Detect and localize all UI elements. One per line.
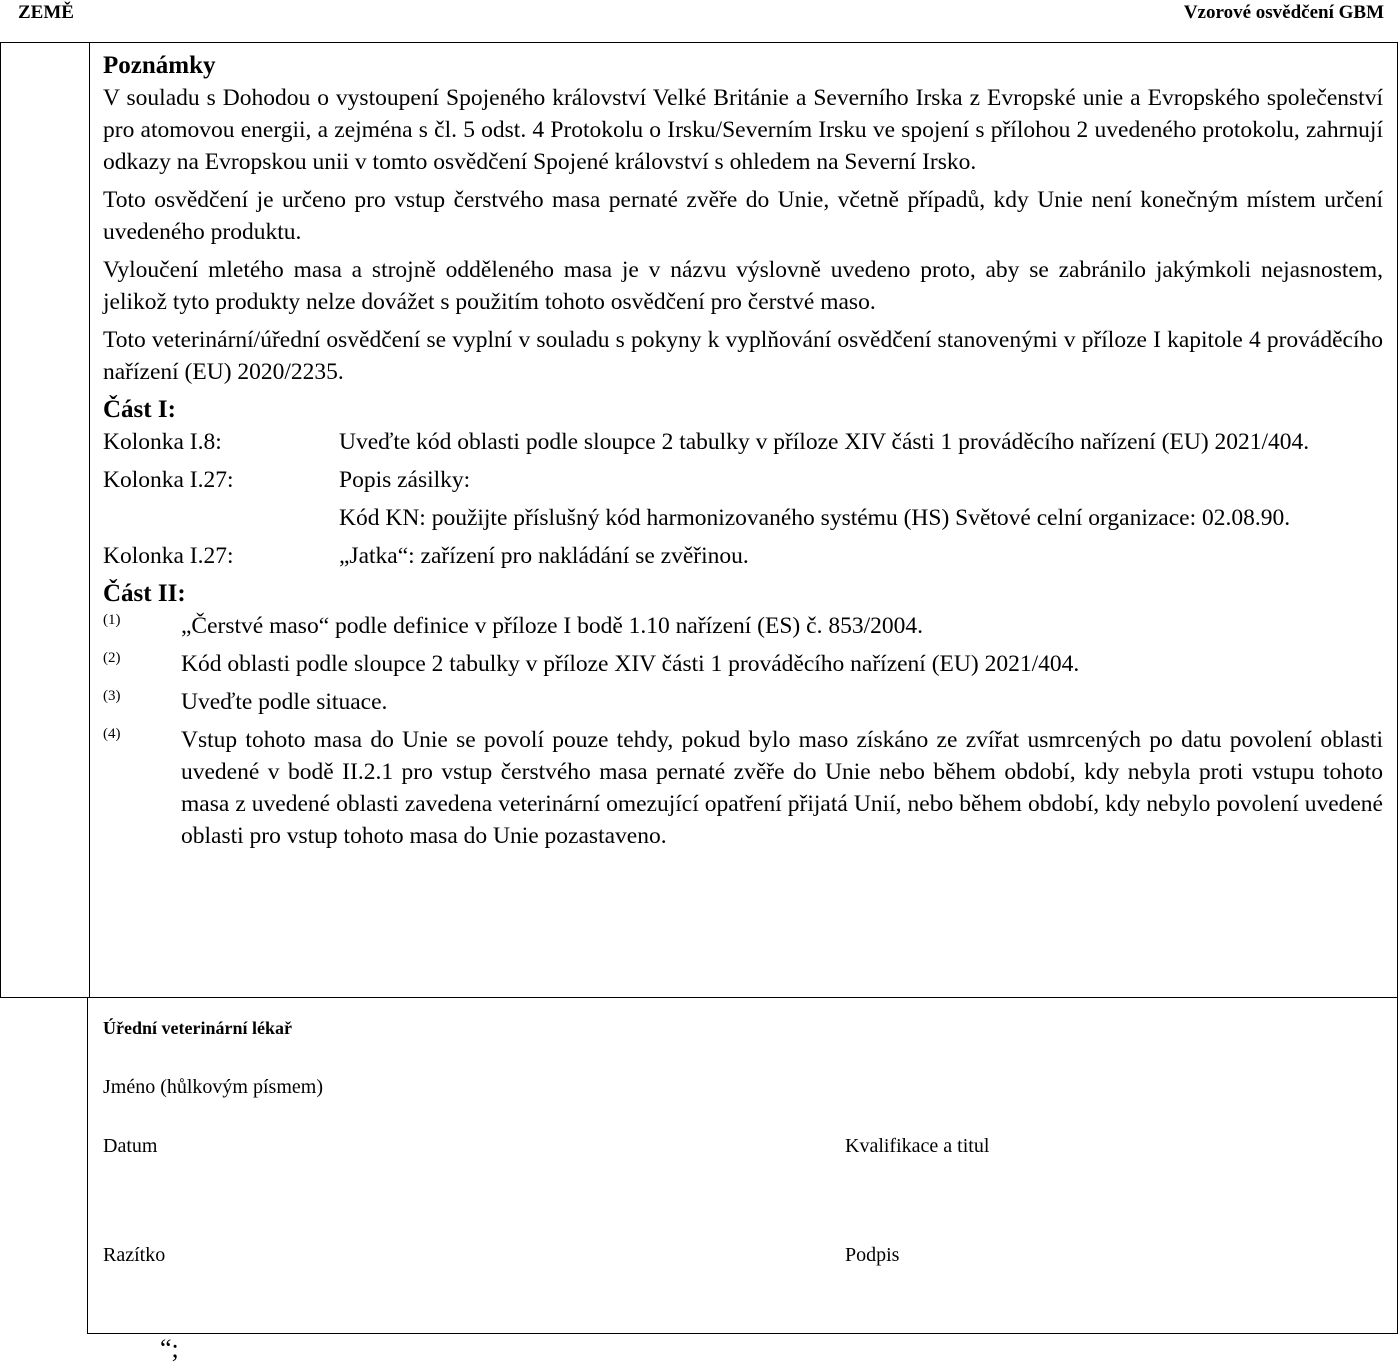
footnote-mark: (2): [103, 650, 121, 666]
part1-title: Část I:: [103, 396, 176, 423]
row-label: Kolonka I.27:: [103, 543, 234, 569]
footnote-text: „Čerstvé maso“ podle definice v příloze I bodě 1.10 nařízení (ES) č. 853/2004.: [181, 613, 923, 639]
name-label: Jméno (hůlkovým písmem): [103, 1076, 323, 1098]
part2-title: Část II:: [103, 580, 186, 607]
footnote-text: Uveďte podle situace.: [181, 689, 388, 715]
row-label: Kolonka I.27:: [103, 467, 234, 493]
row-label: Kolonka I.8:: [103, 429, 222, 455]
footnote: [103, 610, 1383, 642]
note-paragraph: V souladu s Dohodou o vystoupení Spojeného království Velké Británie a Severního Irska z Evropské unie a Evropského společenství pro atomovou energii, a zejména s čl. 5 odst. 4 Protokolu o Irsku/Severním Irsku ve spojení s přílohou 2 uvedeného protokolu, zahrnují odkazy na Evropskou unii v tomto osvědčení Spojené království s ohledem na Severní Irsko.: [103, 85, 1383, 175]
footnote-text: Vstup tohoto masa do Unie se povolí pouze tehdy, pokud bylo maso získáno ze zvířat usmrcených po datu povolení oblasti uvedené v bodě II.2.1 pro vstup čerstvého masa pernaté zvěře do Unie nebo během období, kdy nebyla proti vstupu tohoto masa z uvedené oblasti zavedena veterinární omezující opatření přijatá Unií, nebo během období, kdy nebylo povolení uvedené oblasti pro vstup tohoto masa do Unie pozastaveno.: [181, 727, 1383, 849]
footnote-mark: (4): [103, 726, 121, 742]
row-text: [339, 540, 1383, 572]
row-text: [339, 426, 1383, 458]
footnote: [103, 686, 1383, 718]
signature-box: [87, 997, 1398, 1334]
country-header: ZEMĚ: [18, 2, 74, 23]
closing-quote: “;: [160, 1334, 179, 1363]
date-label: Datum: [103, 1135, 158, 1157]
certificate-model-header: Vzorové osvědčení GBM: [1183, 2, 1384, 23]
row-text: [339, 464, 1383, 534]
part1-row: [103, 540, 1383, 572]
row-line: Uveďte kód oblasti podle sloupce 2 tabulky v příloze XIV části 1 prováděcího nařízení (EU) 2021/404.: [339, 429, 1310, 455]
part1-row: [103, 464, 1383, 534]
qualification-label: Kvalifikace a titul: [845, 1135, 990, 1157]
stamp-label: Razítko: [103, 1244, 166, 1266]
footnote-text: Kód oblasti podle sloupce 2 tabulky v příloze XIV části 1 prováděcího nařízení (EU) 2021/404.: [181, 651, 1080, 677]
signature-label: Podpis: [845, 1244, 900, 1266]
box-divider: [89, 43, 90, 997]
footnote-mark: (1): [103, 612, 121, 628]
footnote-mark: (3): [103, 688, 121, 704]
official-vet-title: Úřední veterinární lékař: [103, 1018, 292, 1038]
row-line: Kód KN: použijte příslušný kód harmonizovaného systému (HS) Světové celní organizace: 02.08.90.: [339, 505, 1291, 531]
note-paragraph: Vyloučení mletého masa a strojně odděleného masa je v názvu výslovně uvedeno proto, aby se zabránilo jakýmkoli nejasnostem, jelikož tyto produkty nelze dovážet s použitím tohoto osvědčení pro čerstvé maso.: [103, 257, 1383, 315]
note-paragraph: Toto veterinární/úřední osvědčení se vyplní v souladu s pokyny k vyplňování osvědčení stanovenými v příloze I kapitole 4 prováděcího nařízení (EU) 2020/2235.: [103, 327, 1383, 385]
notes-content: [103, 50, 1383, 858]
footnote: [103, 724, 1383, 852]
notes-title: Poznámky: [103, 52, 216, 79]
part1-row: [103, 426, 1383, 458]
row-line: Popis zásilky:: [339, 467, 471, 493]
row-line: „Jatka“: zařízení pro nakládání se zvěřinou.: [339, 543, 749, 569]
note-paragraph: Toto osvědčení je určeno pro vstup čerstvého masa pernaté zvěře do Unie, včetně případů, kdy Unie není konečným místem určení uvedeného produktu.: [103, 187, 1383, 245]
footnote: [103, 648, 1383, 680]
